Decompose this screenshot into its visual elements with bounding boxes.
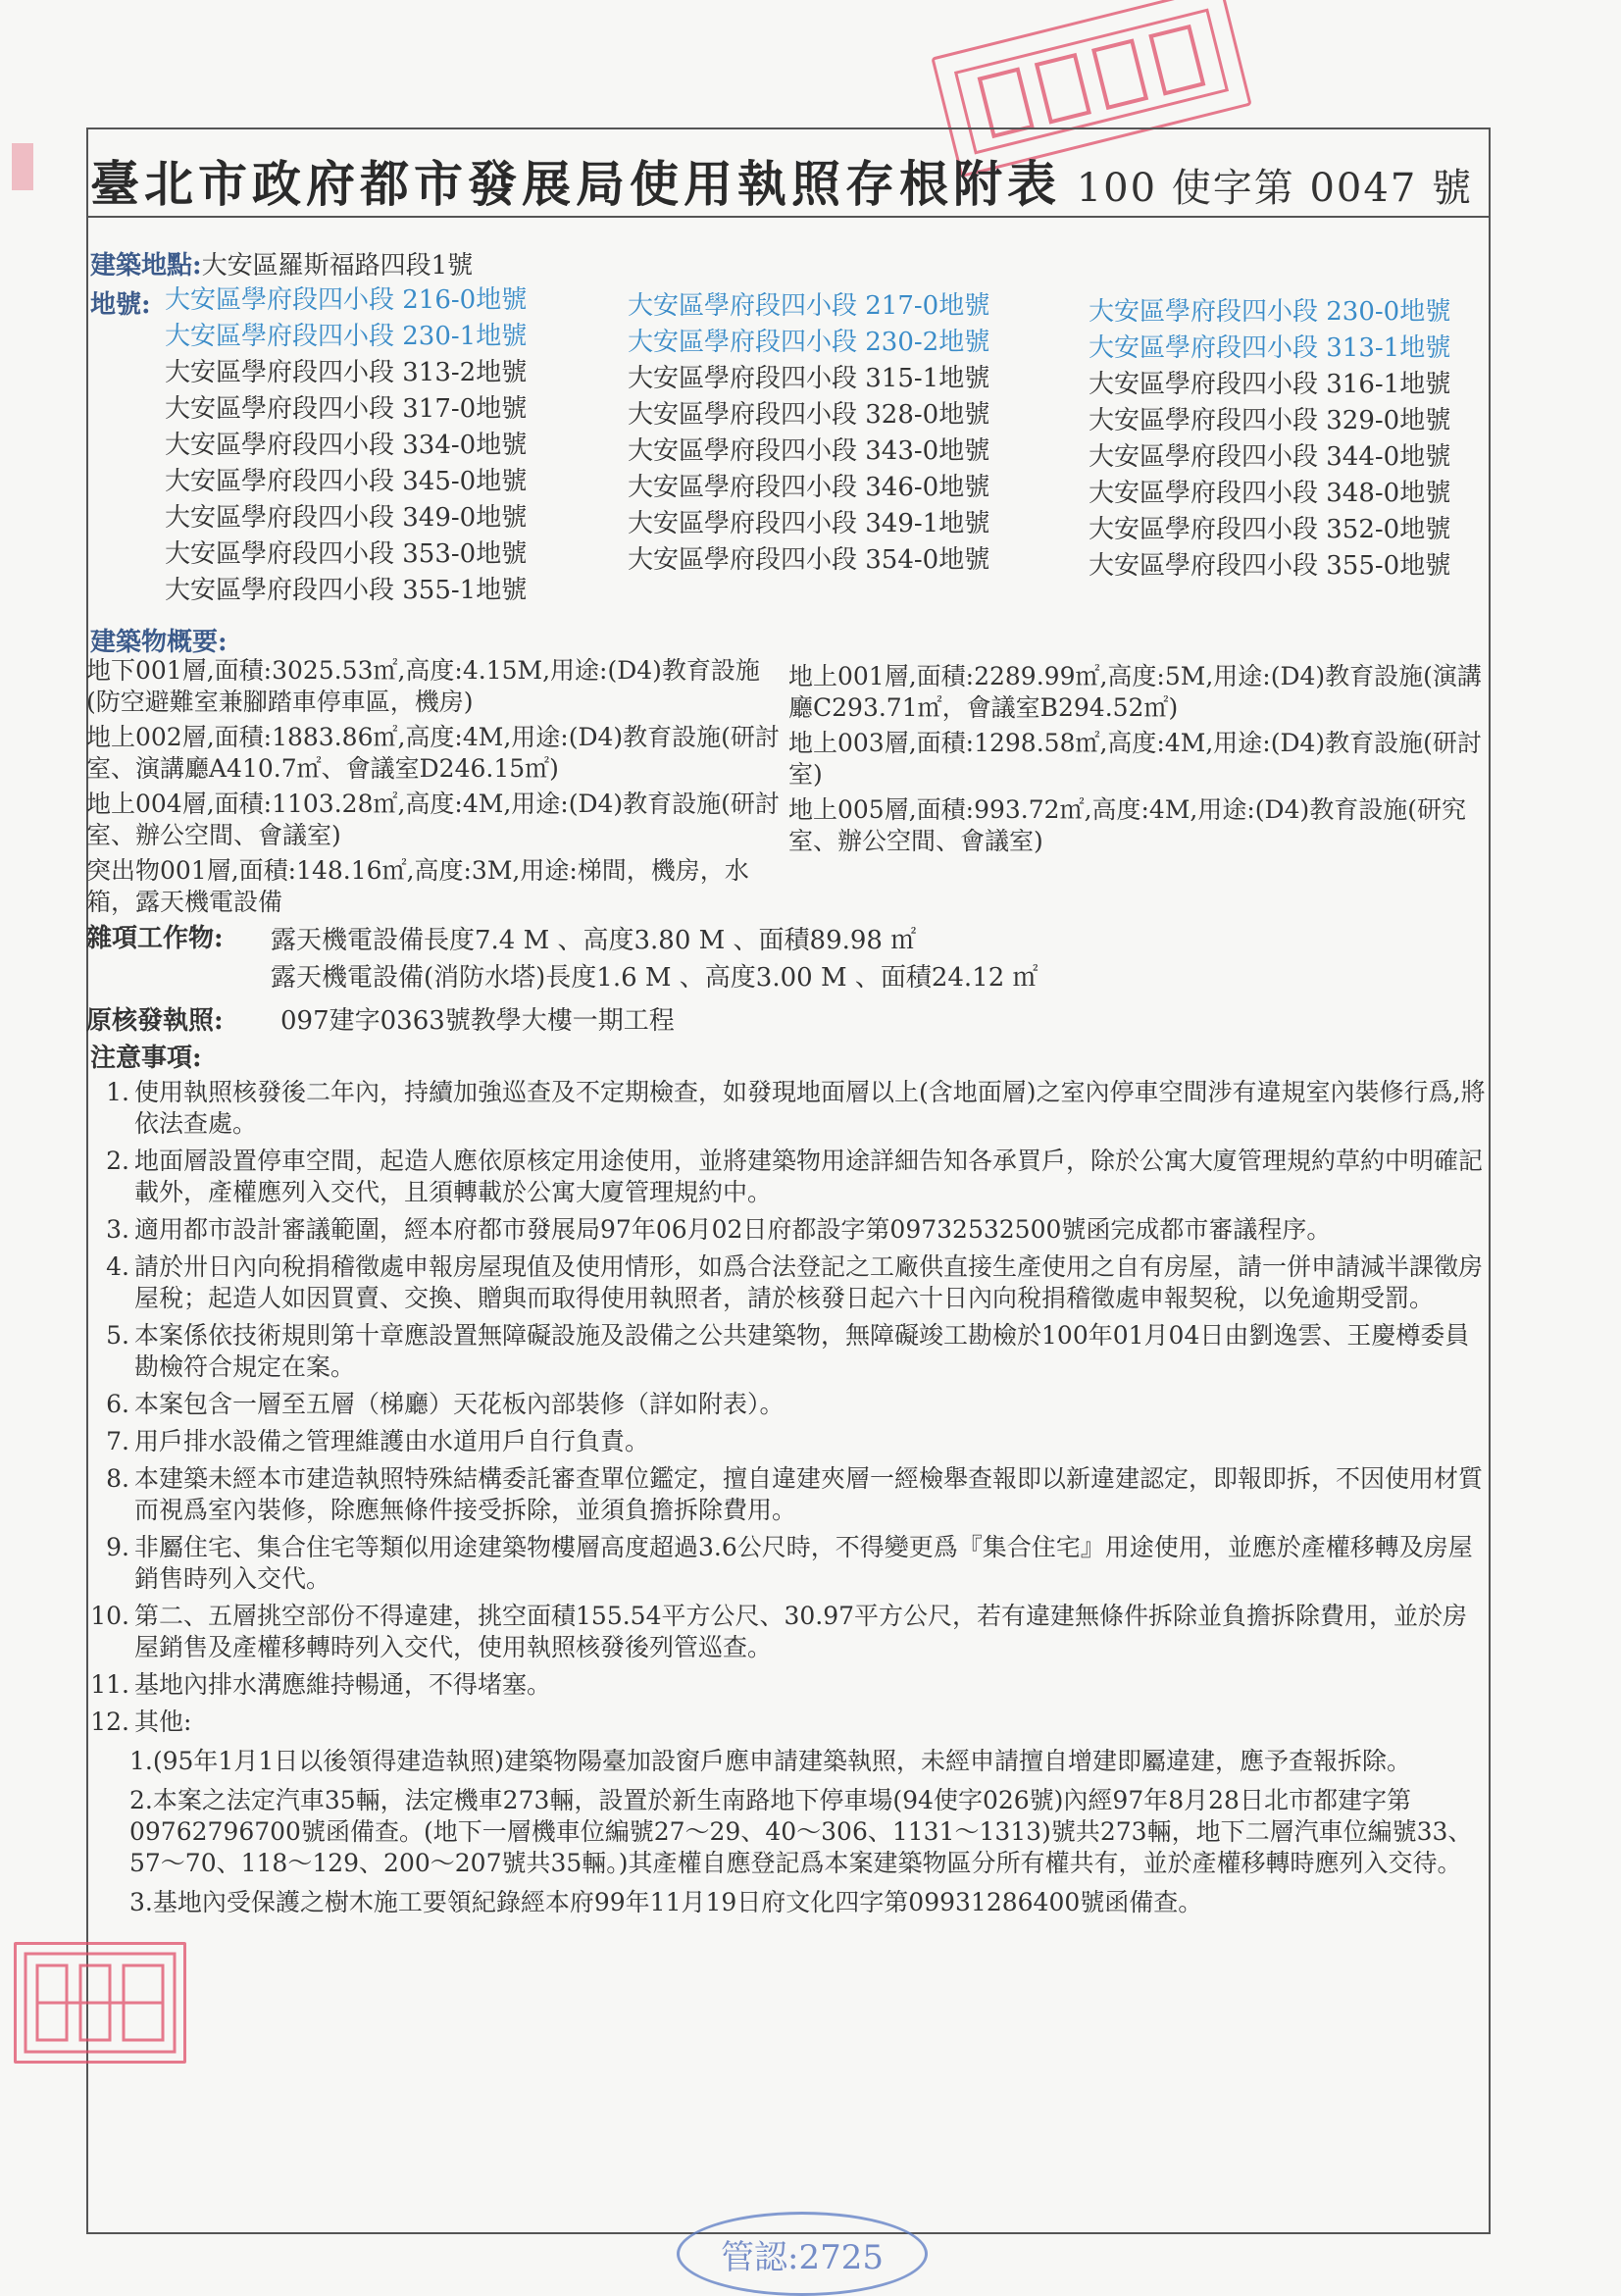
lots-column-1 (165, 282, 527, 609)
lot-item: 大安區學府段四小段 349-0地號 (165, 503, 528, 533)
lot-item: 大安區學府段四小段 216-0地號 (165, 285, 528, 315)
lot-item: 大安區學府段四小段 313-2地號 (165, 358, 528, 387)
lot-item: 大安區學府段四小段 329-0地號 (1089, 406, 1451, 435)
note-number: 2. (106, 1147, 129, 1175)
note-number: 4. (106, 1252, 129, 1281)
lots-column-2 (628, 288, 989, 579)
note-text: 其他: (134, 1708, 192, 1736)
note-item (90, 1601, 1488, 1663)
seal-pattern-icon (22, 1950, 178, 2056)
notes-label-row (90, 1038, 202, 1074)
scan-mark (12, 143, 33, 190)
note-number: 10. (90, 1602, 129, 1630)
note-item (90, 1320, 1488, 1383)
misc-works-label-row (86, 918, 224, 954)
misc-works-label: 雜項工作物: (86, 924, 224, 953)
notes-label: 注意事項: (90, 1044, 202, 1073)
lots-label-row (90, 284, 151, 321)
title-bar (86, 128, 1491, 218)
lot-item: 大安區學府段四小段 334-0地號 (165, 431, 528, 460)
note-item (90, 1532, 1488, 1595)
note-item (90, 1426, 1488, 1457)
floor-entry: 地上002層,面積:1883.86㎡,高度:4M,用途:(D4)教育設施(研討室、演講廳A410.7㎡、會議室D246.15㎡) (86, 723, 780, 783)
lot-item: 大安區學府段四小段 343-0地號 (628, 436, 990, 466)
lot-item: 大安區學府段四小段 328-0地號 (628, 400, 990, 430)
lot-item: 大安區學府段四小段 217-0地號 (628, 291, 990, 321)
lot-item: 大安區學府段四小段 353-0地號 (165, 539, 528, 569)
floor-entry: 突出物001層,面積:148.16㎡,高度:3M,用途:梯間，機房，水箱，露天機電設備 (86, 856, 749, 916)
note-text: 非屬住宅、集合住宅等類似用途建築物樓層高度超過3.6公尺時，不得變更爲『集合住宅』用途使用，並應於產權移轉及房屋銷售時列入交代。 (134, 1533, 1473, 1593)
lot-item: 大安區學府段四小段 315-1地號 (628, 364, 990, 393)
floor-entry: 地上005層,面積:993.72㎡,高度:4M,用途:(D4)教育設施(研究室、辦公空間、會議室) (788, 795, 1467, 855)
note-item (90, 1146, 1488, 1208)
site-row (90, 245, 473, 281)
note-text: 用戶排水設備之管理維護由水道用戶自行負責。 (134, 1427, 650, 1455)
note-number: 3. (106, 1215, 129, 1244)
note-number: 7. (106, 1427, 129, 1455)
lot-item: 大安區學府段四小段 352-0地號 (1089, 515, 1451, 544)
floor-entry: 地上003層,面積:1298.58㎡,高度:4M,用途:(D4)教育設施(研討室) (788, 729, 1482, 789)
lot-item: 大安區學府段四小段 344-0地號 (1089, 442, 1451, 472)
note-number: 11. (90, 1670, 129, 1699)
note-number: 12. (90, 1708, 129, 1736)
original-permit-label: 原核發執照: (86, 1006, 224, 1036)
floor-entry: 地上004層,面積:1103.28㎡,高度:4M,用途:(D4)教育設施(研討室、辦公空間、會議室) (86, 790, 780, 849)
lots-column-3 (1089, 294, 1450, 585)
note-item (90, 1214, 1488, 1246)
lot-item: 大安區學府段四小段 346-0地號 (628, 473, 990, 502)
lot-item: 大安區學府段四小段 355-1地號 (165, 576, 528, 605)
lot-item: 大安區學府段四小段 316-1地號 (1089, 370, 1451, 399)
lot-item: 大安區學府段四小段 313-1地號 (1089, 333, 1451, 363)
note-item (90, 1077, 1488, 1140)
note-text: 本案係依技術規則第十章應設置無障礙設施及設備之公共建築物，無障礙竣工勘檢於100年01月04日由劉逸雲、王慶樽委員勘檢符合規定在案。 (134, 1321, 1470, 1381)
note-text: 本建築未經本市建造執照特殊結構委託審查單位鑑定，擅自違建夾層一經檢舉查報即以新違建認定，即報即拆，不因使用材質而視爲室內裝修，除應無條件接受拆除，並須負擔拆除費用。 (134, 1464, 1484, 1524)
lot-item: 大安區學府段四小段 230-0地號 (1089, 297, 1451, 327)
sub-note-item: 1.(95年1月1日以後領得建造執照)建築物陽臺加設窗戶應申請建築執照，未經申請擅自增建即屬違建，應予查報拆除。 (129, 1747, 1411, 1775)
sub-note-item: 2.本案之法定汽車35輛，法定機車273輛，設置於新生南路地下停車場(94使字026號)內經97年8月28日北市都建字第09762796700號函備查。(地下一層機車位編號27～29、40～306、1131～1313)號共273輛，地下二層汽車位編號33、57～70、118～129、200～207號共35輛。)其產權自應登記爲本案建築物區分所有權共有，並於產權移轉時應列入交待。 (129, 1786, 1473, 1877)
floor-entry: 地上001層,面積:2289.99㎡,高度:5M,用途:(D4)教育設施(演講廳C293.71㎡，會議室B294.52㎡) (788, 662, 1482, 722)
original-permit-row (86, 1000, 224, 1037)
site-value: 大安區羅斯福路四段1號 (201, 251, 474, 281)
permit-number: 100 使字第 0047 號 (1076, 166, 1473, 211)
page-title: 臺北市政府都市發展局使用執照存根附表 (90, 155, 1061, 213)
floor-entry: 地下001層,面積:3025.53㎡,高度:4.15M,用途:(D4)教育設施(防空避難室兼腳踏車停車區，機房) (86, 656, 760, 716)
lot-item: 大安區學府段四小段 348-0地號 (1089, 479, 1451, 508)
note-item (90, 1707, 1488, 1738)
note-number: 9. (106, 1533, 129, 1561)
lot-item: 大安區學府段四小段 317-0地號 (165, 394, 528, 424)
overview-right (788, 661, 1491, 861)
overview-label-row (90, 622, 228, 658)
lot-item: 大安區學府段四小段 230-1地號 (165, 322, 528, 351)
registration-stamp (677, 2212, 928, 2296)
misc-work-item: 露天機電設備(消防水塔)長度1.6 M 、高度3.00 M 、面積24.12 ㎡ (271, 963, 1038, 993)
note-text: 基地內排水溝應維持暢通，不得堵塞。 (134, 1670, 552, 1699)
note-number: 1. (106, 1078, 129, 1106)
note-item (90, 1389, 1488, 1420)
note-item (90, 1669, 1488, 1701)
overview-label: 建築物概要: (90, 628, 228, 657)
note-number: 5. (106, 1321, 129, 1350)
registration-stamp-text: 管認:2725 (721, 2237, 884, 2277)
note-number: 8. (106, 1464, 129, 1493)
note-text: 地面層設置停車空間，起造人應依原核定用途使用，並將建築物用途詳細告知各承買戶，除於公寓大廈管理規約草約中明確記載外，產權應列入交代，且須轉載於公寓大廈管理規約中。 (134, 1147, 1484, 1206)
note-text: 第二、五層挑空部份不得違建，挑空面積155.54平方公尺、30.97平方公尺，若有違建無條件拆除並負擔拆除費用，並於房屋銷售及產權移轉時列入交代，使用執照核發後列管巡查。 (134, 1602, 1468, 1661)
overview-left (86, 655, 785, 922)
note-number: 6. (106, 1390, 129, 1418)
note-text: 適用都市設計審議範圍，經本府都市發展局97年06月02日府都設字第09732532500號函完成都市審議程序。 (134, 1215, 1332, 1244)
note-text: 使用執照核發後二年內，持續加強巡查及不定期檢查，如發現地面層以上(含地面層)之室內停車空間涉有違規室內裝修行爲,將依法查處。 (134, 1078, 1486, 1138)
lots-label: 地號: (90, 290, 151, 320)
lot-item: 大安區學府段四小段 349-1地號 (628, 509, 990, 538)
note-text: 本案包含一層至五層（梯廳）天花板內部裝修（詳如附表）。 (134, 1390, 785, 1418)
notes-list (90, 1077, 1488, 1926)
lot-item: 大安區學府段四小段 345-0地號 (165, 467, 528, 496)
site-label: 建築地點: (90, 251, 202, 281)
note-item (90, 1463, 1488, 1526)
note-text: 請於卅日內向稅捐稽徵處申報房屋現值及使用情形，如爲合法登記之工廠供直接生產使用之自有房屋，請一併申請減半課徵房屋稅；起造人如因買賣、交換、贈與而取得使用執照者，請於核發日起六十日內向稅捐稽徵處申報契稅，以免逾期受罰。 (134, 1252, 1484, 1312)
sub-note-item: 3.基地內受保護之樹木施工要領紀錄經本府99年11月19日府文化四字第09931286400號函備查。 (129, 1888, 1203, 1916)
official-seal-left (14, 1942, 186, 2064)
note-item (90, 1251, 1488, 1314)
original-permit-value: 097建字0363號教學大樓一期工程 (280, 1006, 675, 1036)
lot-item: 大安區學府段四小段 230-2地號 (628, 328, 990, 357)
misc-work-item: 露天機電設備長度7.4 M 、高度3.80 M 、面積89.98 ㎡ (271, 926, 917, 955)
lot-item: 大安區學府段四小段 355-0地號 (1089, 551, 1451, 581)
lot-item: 大安區學府段四小段 354-0地號 (628, 545, 990, 575)
